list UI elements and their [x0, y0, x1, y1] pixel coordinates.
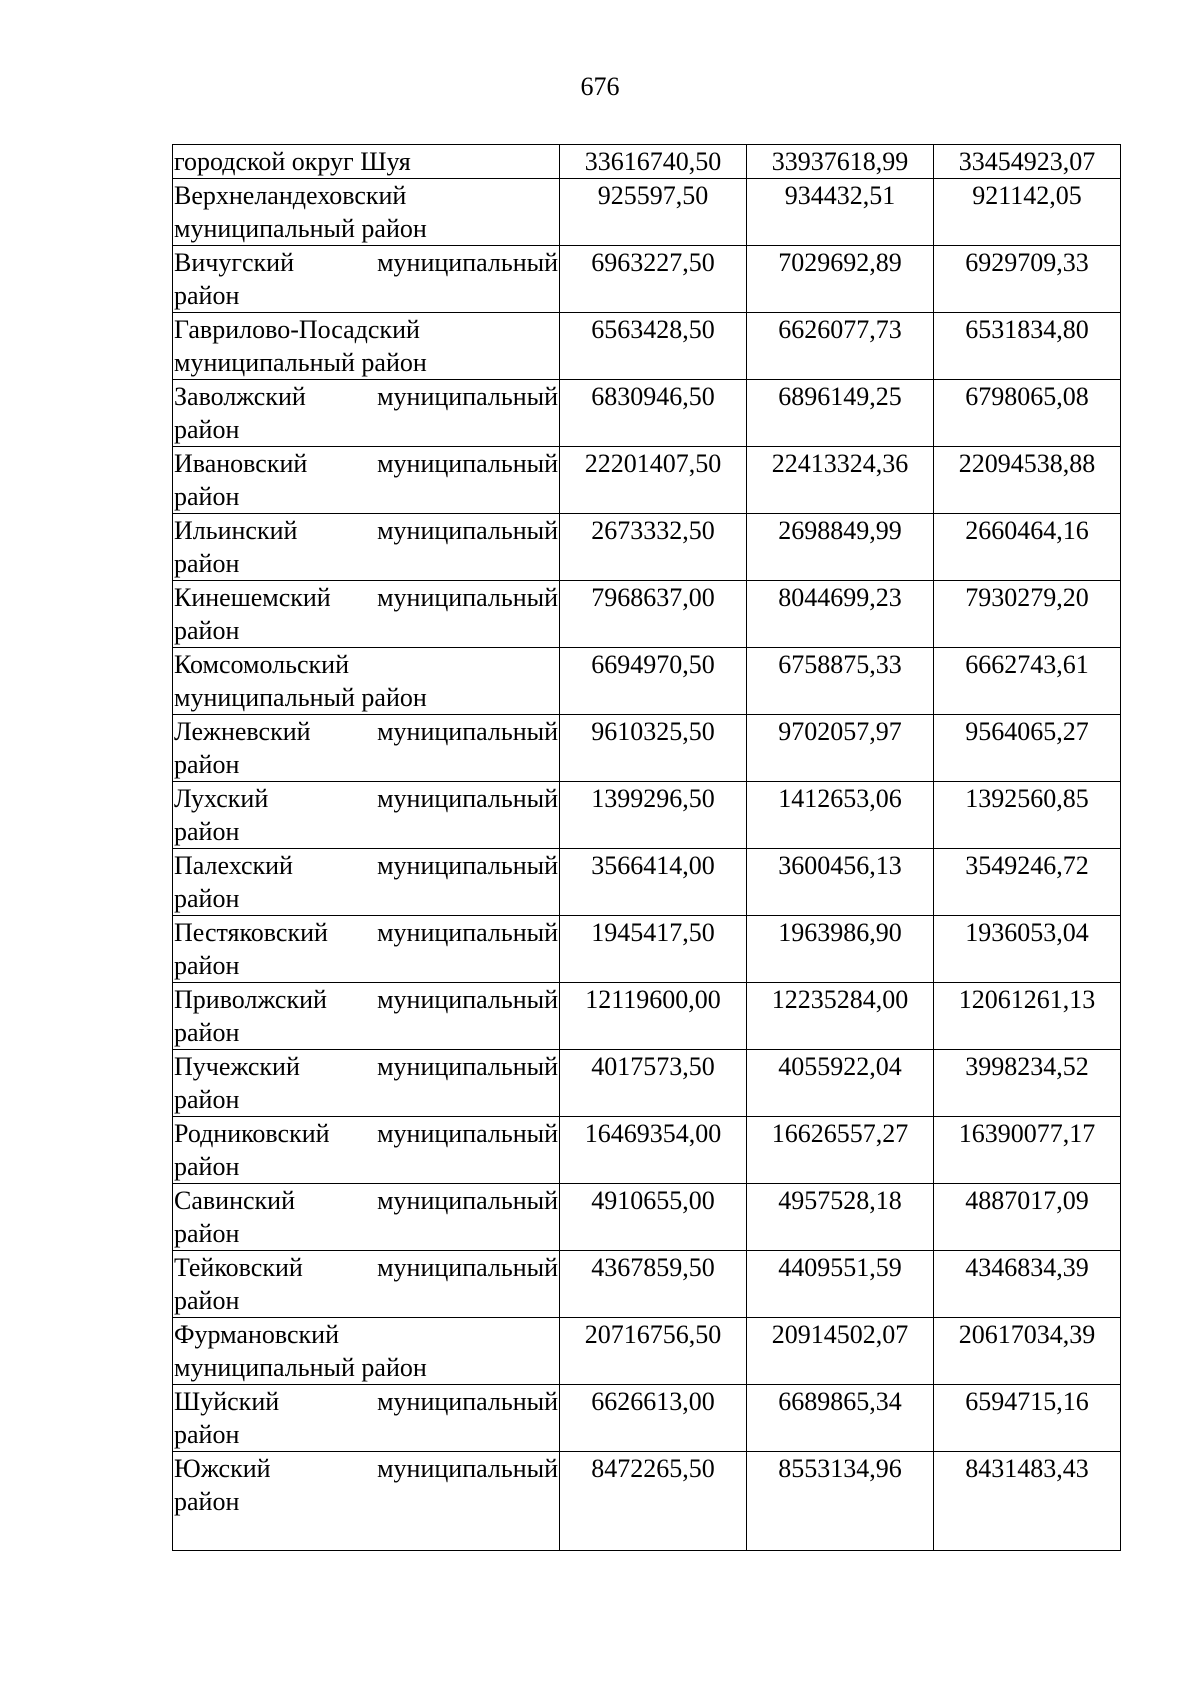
district-name-word: Палехский — [174, 851, 293, 880]
district-name-word: Южский — [174, 1454, 271, 1483]
district-name-cell — [173, 581, 560, 648]
value-cell-3: 6531834,80 — [934, 313, 1121, 380]
district-name-cell — [173, 1184, 560, 1251]
value-cell-3: 7930279,20 — [934, 581, 1121, 648]
value-cell-1: 16469354,00 — [560, 1117, 747, 1184]
table-row — [173, 782, 1121, 849]
district-name-line: муниципальный район — [174, 214, 427, 243]
district-name-line: район — [174, 1152, 240, 1181]
value-cell-3: 3549246,72 — [934, 849, 1121, 916]
district-name-word: муниципальный — [377, 1119, 558, 1148]
value-cell-2: 6689865,34 — [747, 1385, 934, 1452]
district-name-line — [174, 715, 558, 748]
district-name-cell — [173, 916, 560, 983]
district-name-line — [174, 380, 558, 413]
district-name-word: муниципальный — [377, 248, 558, 277]
district-name-word: Лухский — [174, 784, 269, 813]
value-cell-2: 6896149,25 — [747, 380, 934, 447]
value-cell-3: 4887017,09 — [934, 1184, 1121, 1251]
district-name-line — [174, 983, 558, 1016]
value-cell-3: 12061261,13 — [934, 983, 1121, 1050]
district-name-line: район — [174, 951, 240, 980]
district-name-word: муниципальный — [377, 784, 558, 813]
district-name-word: Заволжский — [174, 382, 306, 411]
table-row — [173, 1318, 1121, 1385]
table-row — [173, 983, 1121, 1050]
district-name-line — [174, 916, 558, 949]
district-name-line: район — [174, 750, 240, 779]
district-name-line: район — [174, 1085, 240, 1114]
value-cell-1: 33616740,50 — [560, 145, 747, 179]
table-row — [173, 715, 1121, 782]
value-cell-1: 4367859,50 — [560, 1251, 747, 1318]
value-cell-3: 20617034,39 — [934, 1318, 1121, 1385]
district-name-line — [174, 849, 558, 882]
district-name-line — [174, 581, 558, 614]
district-name-line: район — [174, 281, 240, 310]
table-row — [173, 1385, 1121, 1452]
value-cell-2: 22413324,36 — [747, 447, 934, 514]
district-name-line: район — [174, 884, 240, 913]
value-cell-1: 4910655,00 — [560, 1184, 747, 1251]
value-cell-3: 6594715,16 — [934, 1385, 1121, 1452]
table-row — [173, 313, 1121, 380]
value-cell-1: 2673332,50 — [560, 514, 747, 581]
value-cell-1: 1399296,50 — [560, 782, 747, 849]
value-cell-2: 12235284,00 — [747, 983, 934, 1050]
district-name-word: Приволжский — [174, 985, 327, 1014]
district-name-cell — [173, 1050, 560, 1117]
district-name-line — [174, 1385, 558, 1418]
table-row — [173, 380, 1121, 447]
table-row — [173, 246, 1121, 313]
district-name-word: Ивановский — [174, 449, 308, 478]
value-cell-2: 1963986,90 — [747, 916, 934, 983]
value-cell-1: 3566414,00 — [560, 849, 747, 916]
district-name-line: муниципальный район — [174, 348, 427, 377]
district-name-line: район — [174, 1487, 240, 1516]
value-cell-1: 8472265,50 — [560, 1452, 747, 1551]
value-cell-1: 20716756,50 — [560, 1318, 747, 1385]
district-name-word: муниципальный — [377, 1052, 558, 1081]
table-row — [173, 581, 1121, 648]
district-name-line — [174, 447, 558, 480]
district-name-word: муниципальный — [377, 985, 558, 1014]
value-cell-3: 2660464,16 — [934, 514, 1121, 581]
district-name-cell — [173, 1452, 560, 1551]
district-name-word: Ильинский — [174, 516, 298, 545]
table-row — [173, 179, 1121, 246]
district-name-cell — [173, 447, 560, 514]
table-row — [173, 514, 1121, 581]
district-name-cell — [173, 1251, 560, 1318]
value-cell-2: 3600456,13 — [747, 849, 934, 916]
value-cell-2: 9702057,97 — [747, 715, 934, 782]
value-cell-1: 6830946,50 — [560, 380, 747, 447]
district-name-word: муниципальный — [377, 1186, 558, 1215]
value-cell-1: 4017573,50 — [560, 1050, 747, 1117]
district-name-cell — [173, 648, 560, 715]
value-cell-2: 6758875,33 — [747, 648, 934, 715]
value-cell-2: 6626077,73 — [747, 313, 934, 380]
district-name-line — [174, 1184, 558, 1217]
value-cell-3: 6929709,33 — [934, 246, 1121, 313]
value-cell-3: 33454923,07 — [934, 145, 1121, 179]
value-cell-2: 8553134,96 — [747, 1452, 934, 1551]
district-name-cell — [173, 145, 560, 179]
value-cell-2: 4409551,59 — [747, 1251, 934, 1318]
value-cell-3: 1392560,85 — [934, 782, 1121, 849]
value-cell-2: 20914502,07 — [747, 1318, 934, 1385]
district-name-word: Пучежский — [174, 1052, 300, 1081]
budget-table — [172, 144, 1121, 1551]
district-name-line: район — [174, 817, 240, 846]
table-row — [173, 447, 1121, 514]
table-row — [173, 648, 1121, 715]
district-name-word: муниципальный — [377, 918, 558, 947]
district-name-cell — [173, 380, 560, 447]
district-name-line: район — [174, 1018, 240, 1047]
table-row — [173, 849, 1121, 916]
district-name-line — [174, 1452, 558, 1485]
district-name-word: муниципальный — [377, 717, 558, 746]
district-name-cell — [173, 1318, 560, 1385]
value-cell-2: 7029692,89 — [747, 246, 934, 313]
district-name-line: муниципальный район — [174, 683, 427, 712]
district-name-line: район — [174, 482, 240, 511]
value-cell-1: 7968637,00 — [560, 581, 747, 648]
district-name-cell — [173, 313, 560, 380]
district-name-line: городской округ Шуя — [174, 147, 411, 176]
value-cell-2: 33937618,99 — [747, 145, 934, 179]
district-name-line: Комсомольский — [174, 650, 349, 679]
value-cell-1: 925597,50 — [560, 179, 747, 246]
district-name-word: Лежневский — [174, 717, 311, 746]
table-row — [173, 1117, 1121, 1184]
table-row — [173, 916, 1121, 983]
value-cell-3: 22094538,88 — [934, 447, 1121, 514]
district-name-line — [174, 1117, 558, 1150]
district-name-line: Гаврилово-Посадский — [174, 315, 420, 344]
value-cell-1: 6963227,50 — [560, 246, 747, 313]
table-row — [173, 1452, 1121, 1551]
district-name-line — [174, 782, 558, 815]
table-row — [173, 1184, 1121, 1251]
district-name-cell — [173, 849, 560, 916]
value-cell-3: 16390077,17 — [934, 1117, 1121, 1184]
district-name-word: Кинешемский — [174, 583, 331, 612]
district-name-line — [174, 1050, 558, 1083]
district-name-line — [174, 1251, 558, 1284]
district-name-line — [174, 246, 558, 279]
table-body — [173, 145, 1121, 1551]
table-row — [173, 145, 1121, 179]
district-name-word: Родниковский — [174, 1119, 330, 1148]
value-cell-3: 6662743,61 — [934, 648, 1121, 715]
district-name-word: муниципальный — [377, 449, 558, 478]
value-cell-3: 1936053,04 — [934, 916, 1121, 983]
district-name-cell — [173, 782, 560, 849]
value-cell-2: 4055922,04 — [747, 1050, 934, 1117]
district-name-word: Пестяковский — [174, 918, 328, 947]
value-cell-2: 2698849,99 — [747, 514, 934, 581]
value-cell-1: 9610325,50 — [560, 715, 747, 782]
district-name-cell — [173, 983, 560, 1050]
value-cell-1: 22201407,50 — [560, 447, 747, 514]
district-name-word: муниципальный — [377, 1387, 558, 1416]
district-name-line: район — [174, 1420, 240, 1449]
district-name-word: муниципальный — [377, 1454, 558, 1483]
value-cell-3: 8431483,43 — [934, 1452, 1121, 1551]
district-name-word: Тейковский — [174, 1253, 303, 1282]
value-cell-1: 12119600,00 — [560, 983, 747, 1050]
district-name-word: муниципальный — [377, 583, 558, 612]
district-name-cell — [173, 715, 560, 782]
value-cell-2: 16626557,27 — [747, 1117, 934, 1184]
district-name-word: муниципальный — [377, 382, 558, 411]
value-cell-3: 6798065,08 — [934, 380, 1121, 447]
district-name-line: муниципальный район — [174, 1353, 427, 1382]
value-cell-1: 1945417,50 — [560, 916, 747, 983]
district-name-word: Вичугский — [174, 248, 294, 277]
district-name-word: Шуйский — [174, 1387, 280, 1416]
table-row — [173, 1050, 1121, 1117]
value-cell-3: 921142,05 — [934, 179, 1121, 246]
value-cell-2: 4957528,18 — [747, 1184, 934, 1251]
value-cell-3: 3998234,52 — [934, 1050, 1121, 1117]
district-name-cell — [173, 1117, 560, 1184]
district-name-line: район — [174, 1219, 240, 1248]
district-name-line: район — [174, 415, 240, 444]
district-name-word: Савинский — [174, 1186, 295, 1215]
district-name-cell — [173, 246, 560, 313]
district-name-word: муниципальный — [377, 516, 558, 545]
value-cell-1: 6694970,50 — [560, 648, 747, 715]
page-number: 676 — [580, 72, 620, 101]
value-cell-3: 4346834,39 — [934, 1251, 1121, 1318]
value-cell-2: 8044699,23 — [747, 581, 934, 648]
district-name-line: район — [174, 1286, 240, 1315]
district-name-line: Верхнеландеховский — [174, 181, 407, 210]
value-cell-1: 6563428,50 — [560, 313, 747, 380]
value-cell-1: 6626613,00 — [560, 1385, 747, 1452]
district-name-word: муниципальный — [377, 1253, 558, 1282]
district-name-line: Фурмановский — [174, 1320, 340, 1349]
district-name-word: муниципальный — [377, 851, 558, 880]
table-row — [173, 1251, 1121, 1318]
district-name-line: район — [174, 616, 240, 645]
district-name-cell — [173, 1385, 560, 1452]
value-cell-3: 9564065,27 — [934, 715, 1121, 782]
value-cell-2: 1412653,06 — [747, 782, 934, 849]
district-name-line — [174, 514, 558, 547]
value-cell-2: 934432,51 — [747, 179, 934, 246]
district-name-line: район — [174, 549, 240, 578]
district-name-cell — [173, 179, 560, 246]
district-name-cell — [173, 514, 560, 581]
